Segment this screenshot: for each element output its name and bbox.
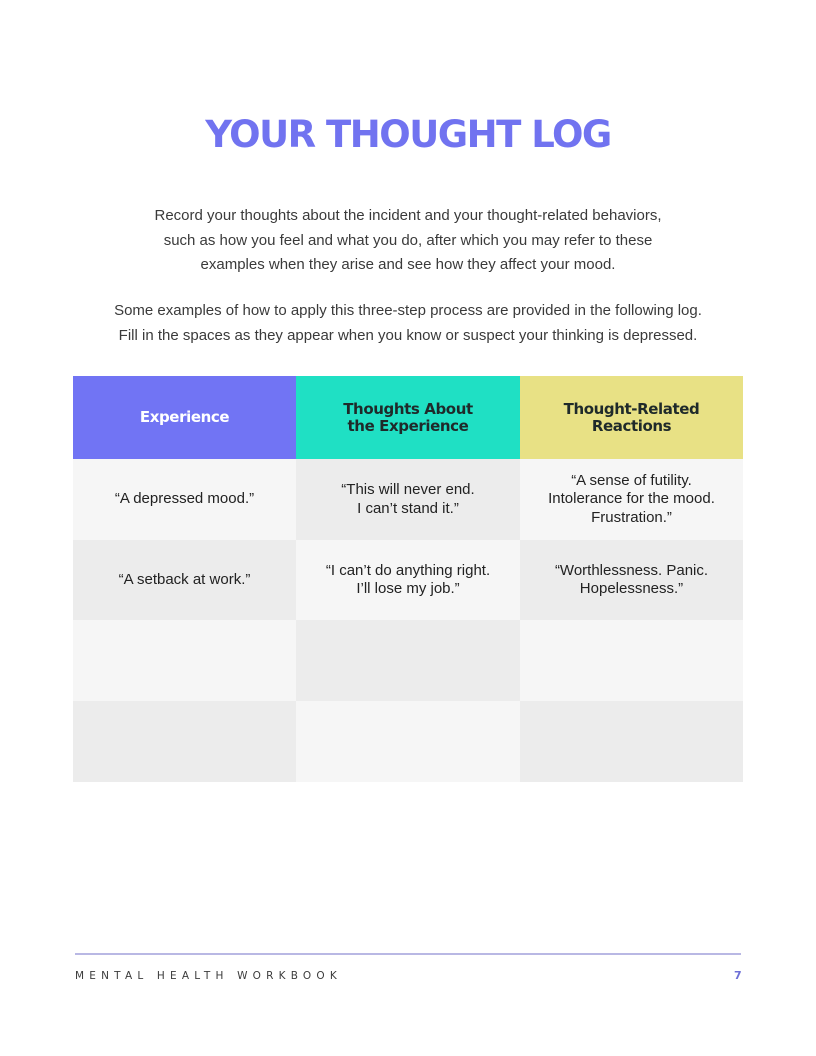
- cell-reactions-empty[interactable]: [520, 620, 743, 701]
- page-number: 7: [734, 969, 742, 982]
- cell-thoughts[interactable]: “I can’t do anything right. I’ll lose my job.”: [296, 540, 520, 620]
- cell-reactions[interactable]: “A sense of futility. Intolerance for the mood. Frustration.”: [520, 459, 743, 540]
- intro-paragraph-1: [60, 204, 756, 278]
- cell-reactions[interactable]: “Worthlessness. Panic. Hopelessness.”: [520, 540, 743, 620]
- header-thought-related-reactions: Thought-Related Reactions: [520, 376, 743, 459]
- cell-experience[interactable]: “A depressed mood.”: [73, 459, 296, 540]
- cell-experience-empty[interactable]: [73, 620, 296, 701]
- footer-label: MENTAL HEALTH WORKBOOK: [75, 970, 342, 982]
- intro-line: Fill in the spaces as they appear when you know or suspect your thinking is depressed.: [118, 326, 698, 344]
- cell-thoughts-empty[interactable]: [296, 620, 520, 701]
- cell-experience[interactable]: “A setback at work.”: [73, 540, 296, 620]
- header-experience: Experience: [73, 376, 296, 459]
- intro-paragraph-2: [60, 299, 756, 348]
- intro-line: Some examples of how to apply this three-step process are provided in the following log.: [114, 302, 702, 319]
- intro-line: examples when they arise and see how they affect your mood.: [200, 256, 616, 273]
- cell-thoughts-empty[interactable]: [296, 701, 520, 782]
- intro-line: Record your thoughts about the incident and your thought-related behaviors,: [154, 207, 662, 224]
- header-thoughts-about-experience: Thoughts About the Experience: [296, 376, 520, 459]
- page-title: YOUR THOUGHT LOG: [205, 113, 611, 156]
- intro-line: such as how you feel and what you do, after which you may refer to these: [163, 231, 653, 249]
- cell-experience-empty[interactable]: [73, 701, 296, 782]
- thought-log-table: [73, 376, 743, 782]
- cell-thoughts[interactable]: “This will never end. I can’t stand it.”: [296, 459, 520, 540]
- footer-divider: [75, 953, 741, 955]
- cell-reactions-empty[interactable]: [520, 701, 743, 782]
